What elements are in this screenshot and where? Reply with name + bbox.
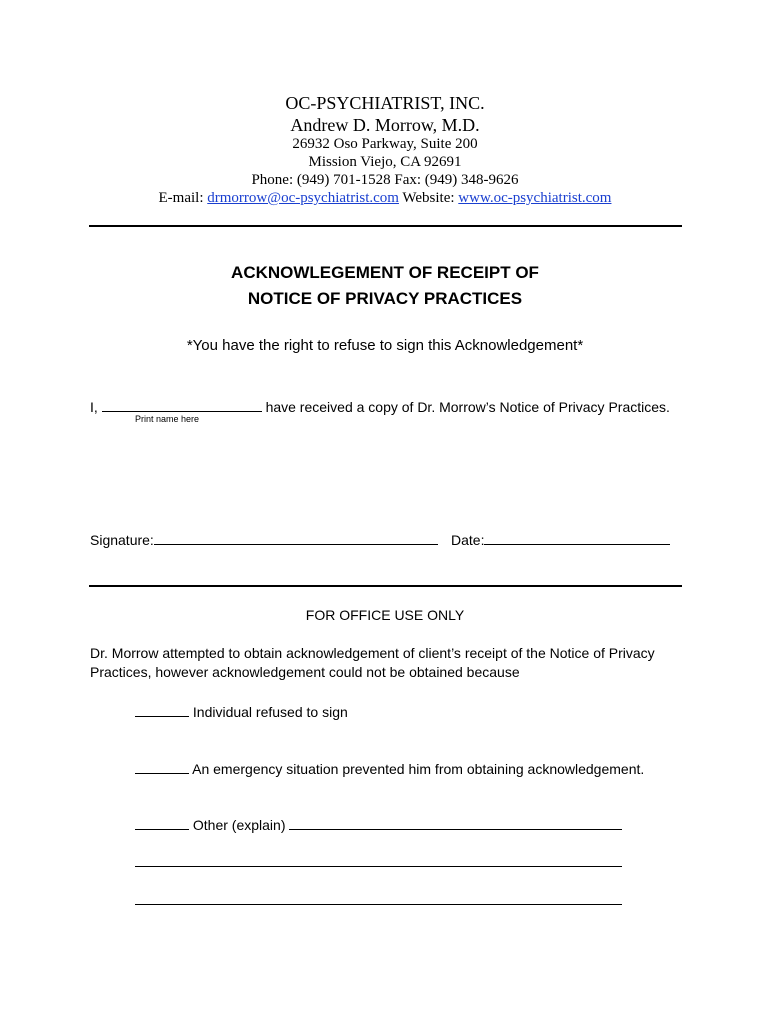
signature-field[interactable] — [154, 530, 438, 545]
option-emergency-check-field[interactable] — [135, 759, 189, 774]
other-explain-field[interactable] — [289, 815, 622, 830]
header-divider — [89, 225, 682, 227]
option-other-check-field[interactable] — [135, 815, 189, 830]
company-name: OC-PSYCHIATRIST, INC. — [285, 93, 485, 113]
signature-label: Signature: — [90, 532, 154, 548]
option-refused-check-field[interactable] — [135, 702, 189, 717]
right-to-refuse-notice: *You have the right to refuse to sign this Acknowledgement* — [186, 337, 584, 354]
option-other-label: Other (explain) — [192, 817, 286, 833]
doctor-name: Andrew D. Morrow, M.D. — [290, 115, 480, 135]
email-label: E-mail: — [158, 190, 208, 206]
receipt-suffix: have received a copy of Dr. Morrow’s Notice of Privacy Practices. — [265, 399, 670, 415]
date-label: Date: — [451, 532, 485, 548]
option-refused-label: Individual refused to sign — [192, 704, 348, 720]
option-refused — [135, 702, 348, 720]
receipt-line — [90, 397, 670, 415]
option-emergency — [135, 759, 644, 777]
address-line-1: 26932 Oso Parkway, Suite 200 — [292, 136, 478, 152]
date-row — [451, 530, 670, 548]
email-link[interactable]: drmorrow@oc-psychiatrist.com — [207, 190, 399, 206]
receipt-prefix: I, — [90, 399, 98, 415]
website-link[interactable]: www.oc-psychiatrist.com — [458, 190, 612, 206]
option-other — [135, 815, 622, 833]
explain-line-3[interactable] — [135, 904, 622, 905]
office-use-heading: FOR OFFICE USE ONLY — [305, 607, 465, 623]
date-field[interactable] — [484, 530, 670, 545]
title-line-2: NOTICE OF PRIVACY PRACTICES — [247, 289, 523, 308]
website-label: Website: — [398, 190, 459, 206]
title-line-1: ACKNOWLEGEMENT OF RECEIPT OF — [231, 263, 539, 282]
option-emergency-label: An emergency situation prevented him from obtaining acknowledgement. — [192, 761, 645, 777]
explain-line-2[interactable] — [135, 866, 622, 867]
print-name-hint: Print name here — [135, 414, 200, 424]
phone-fax: Phone: (949) 701-1528 Fax: (949) 348-9626 — [251, 172, 519, 188]
contact-line — [0, 190, 770, 207]
office-paragraph-line-1: Dr. Morrow attempted to obtain acknowledgement of client’s receipt of the Notice of Privacy — [90, 645, 655, 661]
print-name-field[interactable] — [102, 397, 262, 412]
address-line-2: Mission Viejo, CA 92691 — [308, 154, 462, 170]
office-divider — [89, 585, 682, 587]
signature-row — [90, 530, 438, 548]
office-paragraph-line-2: Practices, however acknowledgement could not be obtained because — [90, 664, 520, 680]
